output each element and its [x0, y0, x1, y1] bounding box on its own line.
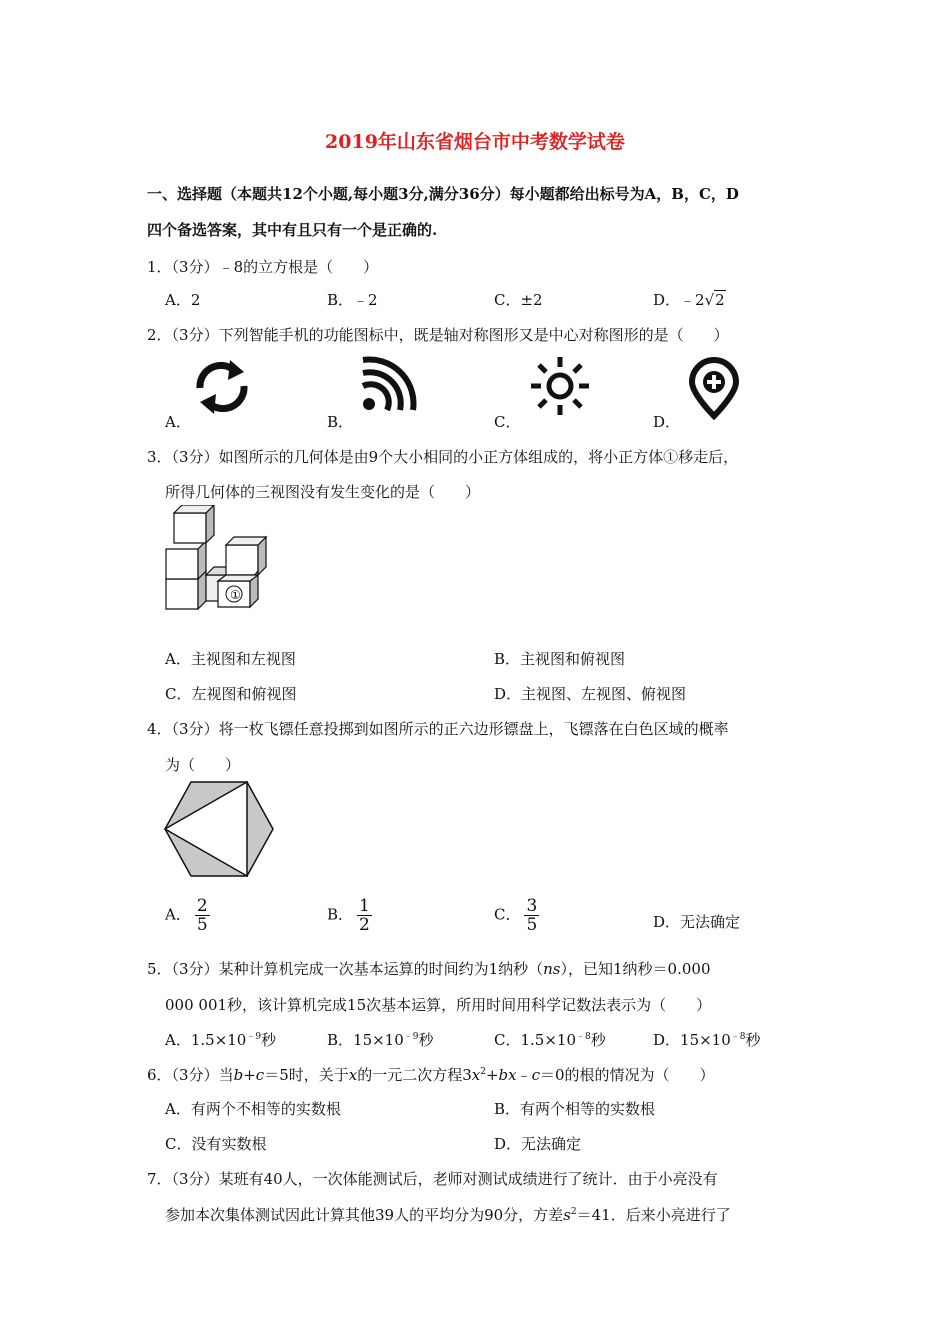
section-header-line2: 四个备选答案，其中有且只有一个是正确的.: [147, 221, 438, 239]
q4-option-b: [327, 897, 372, 934]
location-plus-icon: [686, 356, 742, 420]
q4-option-c: [494, 897, 539, 934]
q4-option-a: [165, 897, 210, 934]
q4-option-b-label: B．: [327, 905, 354, 924]
q3-option-d: D．主视图、左视图、俯视图: [494, 685, 687, 703]
q1-stem: 1．（3分）﹣8的立方根是（ ）: [147, 258, 379, 276]
q5-c-base: C．1.5×10: [494, 1031, 576, 1049]
fraction-one-half: [357, 897, 372, 934]
fraction-two-fifths: [195, 897, 210, 934]
q6-var: c: [255, 1066, 265, 1084]
q6-text: ＝5时，关于: [264, 1066, 349, 1084]
q5-stem-part2: ），已知1纳秒＝0.000: [560, 960, 711, 978]
q6-text: ﹣: [516, 1066, 532, 1084]
q1-option-d-prefix: D．﹣2: [653, 291, 705, 309]
denominator: 2: [359, 915, 370, 935]
q6-text: 6．（3分）当: [147, 1066, 234, 1084]
q5-option-d: [653, 1029, 761, 1050]
q2-stem: 2．（3分）下列智能手机的功能图标中，既是轴对称图形又是中心对称图形的是（ ）: [147, 326, 729, 344]
hexagon-dartboard: [163, 780, 275, 878]
q7-exponent: 2: [570, 1207, 577, 1217]
q5-c-exp: ﹣8: [576, 1032, 591, 1042]
page-title: 2019年山东省烟台市中考数学试卷: [325, 131, 625, 153]
q5-stem-line1: [147, 958, 711, 979]
q5-a-base: A．1.5×10: [165, 1031, 247, 1049]
q7-stem-line1: 7．（3分）某班有40人，一次体能测试后，老师对测试成绩进行了统计．由于小亮没有: [147, 1170, 718, 1188]
q3-option-c: C．左视图和俯视图: [165, 685, 297, 703]
q3-option-a: A．主视图和左视图: [165, 650, 296, 668]
q6-text: 的一元二次方程3: [357, 1066, 472, 1084]
q6-option-c: C．没有实数根: [165, 1135, 267, 1153]
q2-option-c: C．: [494, 413, 521, 431]
refresh-icon: [190, 358, 254, 416]
q5-b-base: B．15×10: [327, 1031, 404, 1049]
q5-d-unit: 秒: [745, 1031, 761, 1049]
fraction-three-fifths: [524, 897, 539, 934]
cube-label: ①: [230, 588, 241, 602]
q6-text: ＝0的根的情况为（ ）: [540, 1066, 715, 1084]
numerator: 3: [526, 896, 538, 916]
section-header-line1: 一、选择题（本题共12个小题,每小题3分,满分36分）每小题都给出标号为A，B，C，D: [147, 185, 739, 203]
q3-stem-line2: 所得几何体的三视图没有发生变化的是（ ）: [165, 483, 481, 501]
q6-var: x: [471, 1066, 481, 1084]
q6-option-b: B．有两个相等的实数根: [494, 1100, 656, 1118]
q5-option-c: [494, 1029, 606, 1050]
denominator: 5: [196, 915, 208, 935]
q5-d-base: D．15×10: [653, 1031, 731, 1049]
q4-option-a-label: A．: [165, 905, 191, 924]
q1-option-d: [653, 289, 726, 310]
q5-d-exp: ﹣8: [730, 1032, 746, 1042]
q5-a-unit: 秒: [261, 1031, 277, 1049]
numerator: 2: [196, 896, 208, 916]
q6-option-d: D．无法确定: [494, 1135, 582, 1153]
q2-option-d: D．: [653, 413, 681, 431]
q1-option-c: C．±2: [494, 291, 543, 309]
q5-option-a: [165, 1029, 276, 1050]
q4-option-d: D．无法确定: [653, 913, 741, 931]
q7-text-a: 参加本次集体测试因此计算其他39人的平均分为90分，方差: [165, 1206, 564, 1224]
numerator: 1: [359, 896, 370, 916]
q5-a-exp: ﹣9: [246, 1032, 262, 1042]
cube-figure: [160, 505, 275, 611]
q6-text: +: [243, 1066, 256, 1084]
q3-stem-line1: 3．（3分）如图所示的几何体是由9个大小相同的小正方体组成的，将小正方体①移走后，: [147, 448, 739, 466]
q5-b-unit: 秒: [418, 1031, 434, 1049]
q7-variance-var: s: [563, 1206, 571, 1224]
q6-var: c: [531, 1066, 541, 1084]
q5-c-unit: 秒: [590, 1031, 606, 1049]
q6-stem: [147, 1064, 715, 1085]
q5-stem-line2: 000 001秒，该计算机完成15次基本运算，所用时间用科学记数法表示为（ ）: [165, 996, 712, 1014]
sun-icon: [528, 354, 592, 418]
q2-option-b: B．: [327, 413, 354, 431]
q4-stem-line1: 4．（3分）将一枚飞镖任意投掷到如图所示的正六边形镖盘上，飞镖落在白色区域的概率: [147, 720, 729, 738]
q6-var: bx: [498, 1066, 517, 1084]
q7-text-b: ＝41．后来小亮进行了: [576, 1206, 731, 1224]
q6-var: x: [348, 1066, 358, 1084]
q6-exponent: 2: [480, 1067, 486, 1077]
q5-option-b: [327, 1029, 434, 1050]
q6-text: +: [485, 1066, 499, 1084]
wifi-signal-icon: [357, 356, 419, 416]
q5-stem-part1: 5．（3分）某种计算机完成一次基本运算的时间约为1纳秒（: [147, 960, 544, 978]
q4-stem-line2: 为（ ）: [165, 756, 241, 774]
q7-stem-line2: [165, 1204, 731, 1225]
q4-option-c-label: C．: [494, 905, 521, 924]
q2-option-a: A．: [165, 413, 191, 431]
q1-option-a: A．2: [165, 291, 201, 309]
q1-option-b: B．﹣2: [327, 291, 378, 309]
q6-var: b: [233, 1066, 244, 1084]
q5-b-exp: ﹣9: [403, 1032, 419, 1042]
q1-radicand: 2: [715, 291, 725, 309]
denominator: 5: [526, 915, 538, 935]
q5-unit: ns: [543, 960, 561, 978]
q6-option-a: A．有两个不相等的实数根: [165, 1100, 341, 1118]
q3-option-b: B．主视图和俯视图: [494, 650, 626, 668]
sqrt-symbol: √2: [704, 291, 725, 309]
